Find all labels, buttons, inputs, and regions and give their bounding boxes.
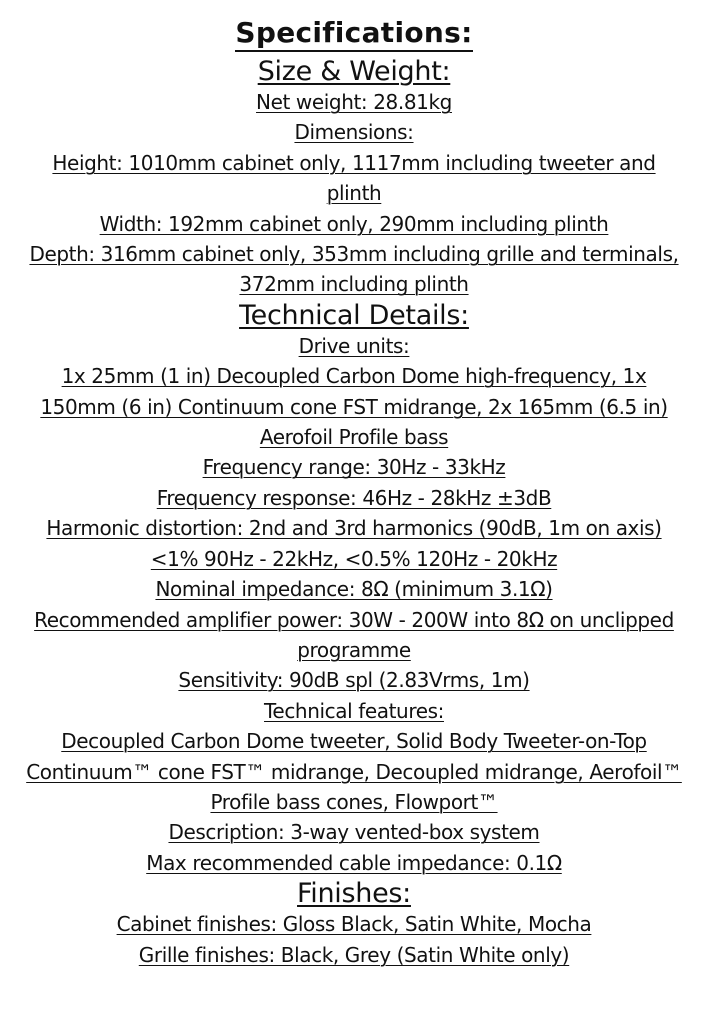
page-title-text: Specifications:	[235, 16, 472, 52]
net-weight-line: Net weight: 28.81kg	[256, 90, 452, 114]
drive-units-line-3: Aerofoil Profile bass	[259, 425, 449, 450]
size-weight-section	[0, 56, 708, 300]
dimensions-label: Dimensions:	[294, 120, 414, 145]
amplifier-power-line-cont: programme	[297, 637, 411, 662]
cable-impedance-line: Max recommended cable impedance: 0.1Ω	[146, 850, 562, 875]
drive-units-line-2: 150mm (6 in) Continuum cone FST midrange, 2x 165mm (6.5 in)	[40, 394, 668, 419]
harmonic-distortion-line-cont: <1% 90Hz - 22kHz, <0.5% 120Hz - 20kHz	[150, 546, 558, 571]
harmonic-distortion-line: Harmonic distortion: 2nd and 3rd harmonics (90dB, 1m on axis)	[46, 516, 662, 541]
page-title	[0, 10, 708, 56]
height-line: Height: 1010mm cabinet only, 1117mm including tweeter and	[52, 150, 656, 175]
cabinet-finishes-line: Cabinet finishes: Gloss Black, Satin White, Mocha	[116, 912, 592, 937]
depth-line-cont: 372mm including plinth	[239, 272, 469, 297]
width-line: Width: 192mm cabinet only, 290mm including plinth	[99, 211, 609, 236]
technical-details-section	[0, 300, 708, 878]
amplifier-power-line: Recommended amplifier power: 30W - 200W into 8Ω on unclipped	[34, 607, 674, 632]
description-line: Description: 3-way vented-box system	[168, 820, 540, 845]
grille-finishes-line: Grille finishes: Black, Grey (Satin White only)	[138, 942, 570, 967]
finishes-heading: Finishes:	[297, 878, 411, 910]
technical-features-line-3: Profile bass cones, Flowport™	[210, 789, 498, 814]
technical-features-line-2: Continuum™ cone FST™ midrange, Decoupled midrange, Aerofoil™	[26, 759, 682, 784]
depth-line: Depth: 316mm cabinet only, 353mm including grille and terminals,	[29, 242, 679, 267]
size-weight-heading: Size & Weight:	[257, 56, 451, 87]
technical-features-line-1: Decoupled Carbon Dome tweeter, Solid Body Tweeter-on-Top	[61, 729, 647, 754]
technical-details-heading: Technical Details:	[239, 299, 469, 331]
frequency-range-line: Frequency range: 30Hz - 33kHz	[202, 455, 506, 480]
finishes-section	[0, 878, 708, 970]
sensitivity-line: Sensitivity: 90dB spl (2.83Vrms, 1m)	[178, 668, 530, 693]
drive-units-line-1: 1x 25mm (1 in) Decoupled Carbon Dome high-frequency, 1x	[61, 364, 647, 389]
frequency-response-line: Frequency response: 46Hz - 28kHz ±3dB	[156, 485, 552, 510]
nominal-impedance-line: Nominal impedance: 8Ω (minimum 3.1Ω)	[155, 577, 553, 602]
drive-units-label: Drive units:	[298, 333, 410, 358]
height-line-cont: plinth	[326, 181, 382, 206]
technical-features-label: Technical features:	[264, 698, 444, 723]
